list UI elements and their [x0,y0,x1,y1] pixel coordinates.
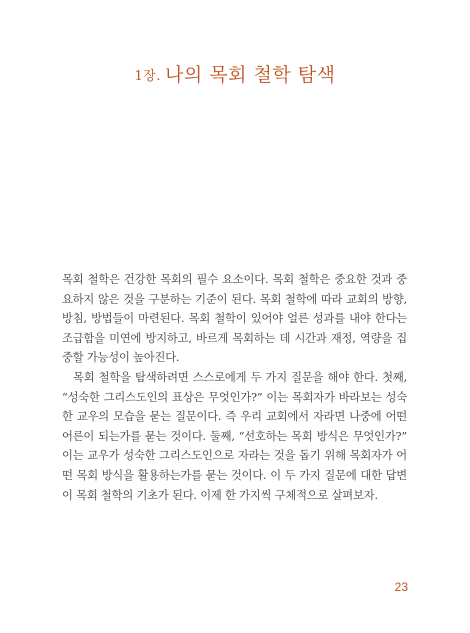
paragraph: 목회 철학을 탐색하려면 스스로에게 두 가지 질문을 해야 한다. 첫째, “성숙한 그리스도인의 표상은 무엇인가?” 이는 목회자가 바라보는 성숙한 교우의 모습을 묻는 질문이다. 즉 우리 교회에서 자라면 나중에 어떤 어른이 되는가를 묻는 것이다. 둘째, “선호하는 목회 방식은 무엇인가?” 이는 교우가 성숙한 그리스도인으로 자라는 것을 돕기 위해 목회자가 어떤 목회 방식을 활용하는가를 묻는 것이다. 이 두 가지 질문에 대한 답변이 목회 철학의 기초가 된다. 이제 한 가지씩 구체적으로 살펴보자. [62,370,407,502]
chapter-title [0,62,470,90]
paragraph: 목회 철학은 건강한 목회의 필수 요소이다. 목회 철학은 중요한 것과 중요하지 않은 것을 구분하는 기준이 된다. 목회 철학에 따라 교회의 방향, 방침, 방법들이 마련된다. 목회 철학이 있어야 얼른 성과를 내야 한다는 조급함을 미연에 방지하고, 바르게 목회하는 데 시간과 재정, 역량을 집중할 가능성이 높아진다. [62,273,407,365]
body-text [62,270,407,505]
chapter-number: 1장. [134,69,161,84]
chapter-title-text: 나의 목회 철학 탐색 [165,64,336,86]
page-number: 23 [394,580,408,594]
